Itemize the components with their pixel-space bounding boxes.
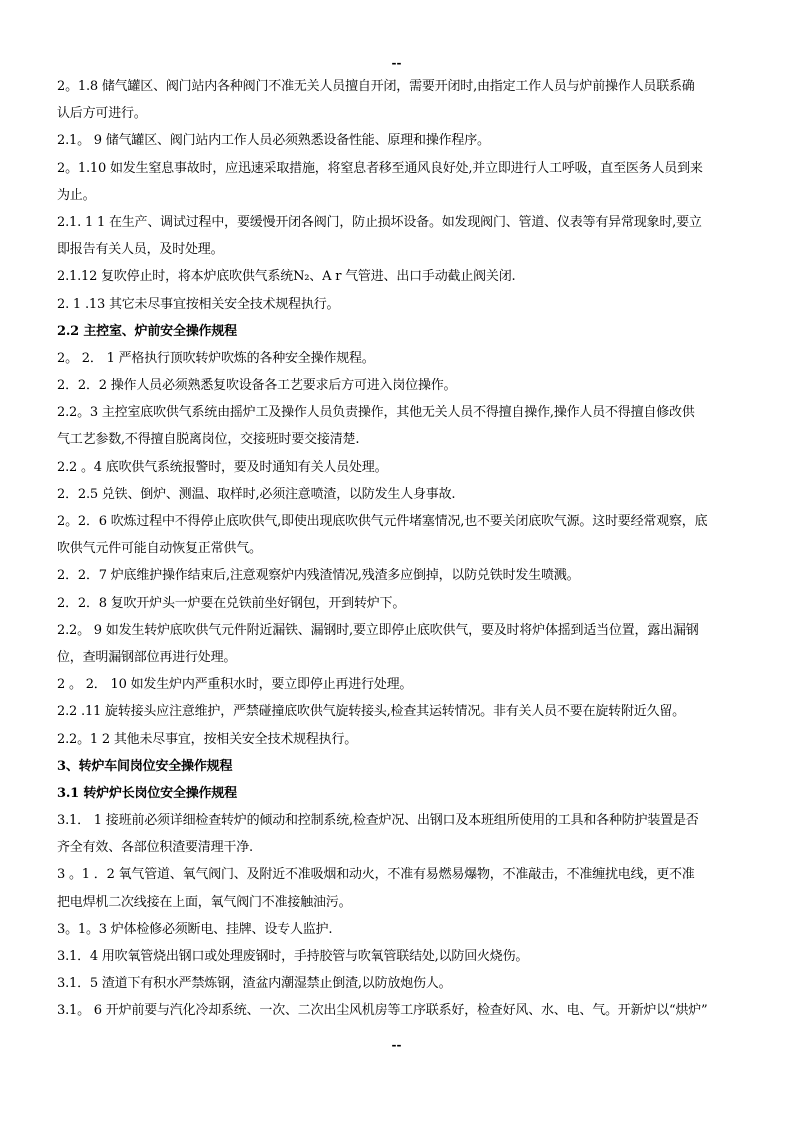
text-line: 2．2．2 操作人员必须熟悉复吹设备各工艺要求后方可进入岗位操作。 xyxy=(57,378,457,394)
text-line: 即报告有关人员，及时处理。 xyxy=(57,242,224,258)
text-line: 2.2 .11 旋转接头应注意维护，严禁碰撞底吹供气旋转接头,检查其运转情况。非有关人员不要在旋转附近久留。 xyxy=(57,704,685,720)
text-line: 2.2。 9 如发生转炉底吹供气元件附近漏铁、漏钢时,要立即停止底吹供气，要及时将炉体摇到适当位置，露出漏钢 xyxy=(57,622,699,638)
text-line: 2.2。1 2 其他未尽事宜，按相关安全技术规程执行。 xyxy=(57,731,358,747)
section-heading: 3、转炉车间岗位安全操作规程 xyxy=(57,758,233,774)
text-line: 气工艺参数,不得擅自脱离岗位，交接班时要交接清楚. xyxy=(57,432,360,448)
text-line: 2。2．6 吹炼过程中不得停止底吹供气,即使出现底吹供气元件堵塞情况,也不要关闭底吹气源。这时要经常观察，底 xyxy=(57,514,708,529)
text-line: 3.1．4 用吹氧管烧出钢口或处理废钢时，手持胶管与吹氧管联结处,以防回火烧伤。 xyxy=(57,949,529,964)
text-line: 3。1。3 炉体检修必须断电、挂牌、设专人监护. xyxy=(57,921,333,937)
text-line: 齐全有效、各部位积渣要清理干净. xyxy=(57,840,253,856)
text-line: 2．2．7 炉底维护操作结束后,注意观察炉内残渣情况,残渣多应倒掉，以防兑铁时发生喷溅。 xyxy=(57,568,580,584)
text-line: 2.1。 9 储气罐区、阀门站内工作人员必须熟悉设备性能、原理和操作程序。 xyxy=(57,133,490,149)
text-line: 2.1. 1 1 在生产、调试过程中，要缓慢开闭各阀门，防止损坏设备。如发现阀门、管道、仪表等有异常现象时,要立 xyxy=(57,214,702,230)
section-heading: 3.1 转炉炉长岗位安全操作规程 xyxy=(57,785,237,801)
text-line: 2 。 2． 10 如发生炉内严重积水时，要立即停止再进行处理。 xyxy=(57,677,413,693)
text-line: 2. 1 .13 其它未尽事宜按相关安全技术规程执行。 xyxy=(57,296,340,312)
text-line: 3.1． 1 接班前必须详细检查转炉的倾动和控制系统,检查炉况、出钢口及本班组所使用的工具和各种防护装置是否 xyxy=(57,813,699,829)
text-line: 吹供气元件可能自动恢复正常供气。 xyxy=(57,541,262,557)
page-top-marker: -- xyxy=(391,56,402,70)
text-line: 认后方可进行。 xyxy=(57,106,147,122)
text-line: 2.2。3 主控室底吹供气系统由摇炉工及操作人员负责操作，其他无关人员不得擅自操作,操作人员不得擅自修改供 xyxy=(57,405,695,421)
text-line: 2。1.10 如发生窒息事故时，应迅速采取措施，将窒息者移至通风良好处,并立即进行人工呼吸，直至医务人员到来 xyxy=(57,160,703,176)
text-line: 为止。 xyxy=(57,187,96,203)
text-line: 3.1．5 渣道下有积水严禁炼钢，渣盆内潮湿禁止倒渣,以防放炮伤人。 xyxy=(57,976,452,992)
text-line: 2.2 。4 底吹供气系统报警时，要及时通知有关人员处理。 xyxy=(57,459,388,475)
section-heading: 2.2 主控室、炉前安全操作规程 xyxy=(57,323,237,339)
text-line: 2。1.8 储气罐区、阀门站内各种阀门不准无关人员擅自开闭，需要开闭时,由指定工作人员与炉前操作人员联系确 xyxy=(57,79,695,94)
text-line: 3.1。 6 开炉前要与汽化冷却系统、一次、二次出尘风机房等工序联系好，检查好风、水、电、气。开新炉以“烘炉” xyxy=(57,1003,708,1019)
text-line: 位，查明漏钢部位再进行处理。 xyxy=(57,649,237,665)
text-line: 2。 2． 1 严格执行顶吹转炉吹炼的各种安全操作规程。 xyxy=(57,350,375,366)
page-bottom-marker: -- xyxy=(391,1038,402,1052)
text-line: 把电焊机二次线接在上面，氧气阀门不准接触油污。 xyxy=(57,894,352,910)
text-line: 2．2.5 兑铁、倒炉、测温、取样时,必须注意喷渣，以防发生人身事故. xyxy=(57,486,456,502)
text-line: 2．2．8 复吹开炉头一炉要在兑铁前坐好钢包，开到转炉下。 xyxy=(57,595,406,611)
document-body xyxy=(57,73,757,1025)
text-line: 3 。1 ．2 氧气管道、氧气阀门、及附近不准吸烟和动火，不准有易燃易爆物，不准敲击，不准缠扰电线，更不准 xyxy=(57,867,695,883)
text-line: 2.1.12 复吹停止时，将本炉底吹供气系统N₂、A r 气管进、出口手动截止阀关闭. xyxy=(57,269,516,285)
